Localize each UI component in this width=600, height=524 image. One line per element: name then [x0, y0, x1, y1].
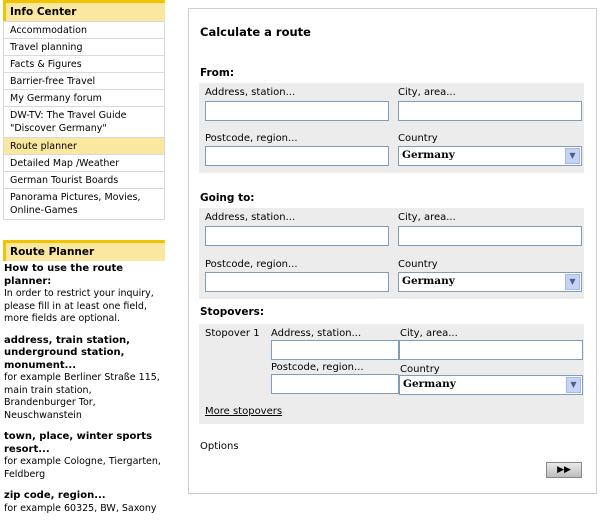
from-country-value: Germany [402, 149, 455, 161]
help-town-text: for example Cologne, Tiergarten, Feldberg [4, 456, 161, 480]
from-country-select[interactable] [398, 146, 582, 166]
help-address-text: for example Berliner Straße 115, main train station, Brandenburger Tor, Neuschwanstein [4, 372, 160, 421]
from-city-input[interactable] [398, 101, 582, 121]
stop-address-label: Address, station... [271, 328, 362, 339]
stop-city-input[interactable] [399, 340, 583, 360]
nav-item-tourist-boards[interactable]: German Tourist Boards [4, 171, 164, 188]
info-center-nav [3, 21, 165, 220]
going-to-label: Going to: [200, 192, 255, 204]
nav-item-facts-figures[interactable]: Facts & Figures [4, 55, 164, 72]
from-address-label: Address, station... [205, 87, 296, 98]
stopover-1-label: Stopover 1 [205, 328, 260, 339]
help-zip-heading: zip code, region... [4, 490, 106, 501]
page-title: Calculate a route [200, 25, 311, 39]
chevron-down-icon[interactable]: ▼ [566, 377, 581, 393]
nav-item-dw-tv[interactable]: DW-TV: The Travel Guide "Discover Germany" [4, 106, 164, 137]
nav-item-route-planner[interactable]: Route planner [4, 137, 164, 154]
to-city-input[interactable] [398, 226, 582, 246]
stop-postcode-input[interactable] [271, 374, 399, 394]
help-intro-heading: How to use the route planner: [4, 263, 124, 287]
from-postcode-label: Postcode, region... [205, 133, 298, 144]
stop-postcode-label: Postcode, region... [271, 362, 364, 373]
to-country-select[interactable] [398, 272, 582, 292]
stop-country-label: Country [400, 364, 440, 375]
from-label: From: [200, 67, 235, 79]
stopovers-label: Stopovers: [200, 306, 265, 318]
stop-country-value: Germany [403, 378, 456, 390]
info-center-title: Info Center [3, 0, 165, 21]
to-postcode-label: Postcode, region... [205, 259, 298, 270]
route-planner-title: Route Planner [3, 240, 165, 261]
to-address-label: Address, station... [205, 212, 296, 223]
chevron-down-icon[interactable]: ▼ [565, 274, 580, 290]
stop-address-input[interactable] [271, 340, 399, 360]
from-address-input[interactable] [205, 101, 389, 121]
options-label[interactable]: Options [200, 441, 239, 452]
help-intro-text: In order to restrict your inquiry, please fill in at least one field, more fields are optional. [4, 288, 154, 324]
to-country-value: Germany [402, 275, 455, 287]
to-address-input[interactable] [205, 226, 389, 246]
from-panel [199, 83, 584, 173]
stop-country-select[interactable] [399, 375, 583, 395]
nav-item-map-weather[interactable]: Detailed Map /Weather [4, 154, 164, 171]
nav-item-forum[interactable]: My Germany forum [4, 89, 164, 106]
from-city-label: City, area... [398, 87, 456, 98]
calculate-route-button[interactable]: ▶▶ [546, 462, 582, 478]
nav-item-barrier-free[interactable]: Barrier-free Travel [4, 72, 164, 89]
from-country-label: Country [398, 133, 438, 144]
to-postcode-input[interactable] [205, 272, 389, 292]
going-to-panel [199, 208, 584, 299]
route-calculator-panel [188, 8, 597, 494]
stop-city-label: City, area... [400, 328, 458, 339]
to-country-label: Country [398, 259, 438, 270]
route-planner-help [3, 261, 165, 515]
to-city-label: City, area... [398, 212, 456, 223]
stopovers-panel [199, 324, 584, 424]
more-stopovers-link[interactable]: More stopovers [205, 406, 283, 417]
help-zip-text: for example 60325, BW, Saxony [4, 502, 157, 514]
nav-item-travel-planning[interactable]: Travel planning [4, 38, 164, 55]
help-address-heading: address, train station, underground station, monument... [4, 334, 130, 371]
sidebar [3, 0, 165, 524]
chevron-down-icon[interactable]: ▼ [565, 148, 580, 164]
from-postcode-input[interactable] [205, 146, 389, 166]
nav-item-accommodation[interactable]: Accommodation [4, 21, 164, 38]
help-town-heading: town, place, winter sports resort... [4, 431, 153, 455]
nav-item-panorama[interactable]: Panorama Pictures, Movies, Online-Games [4, 188, 164, 219]
